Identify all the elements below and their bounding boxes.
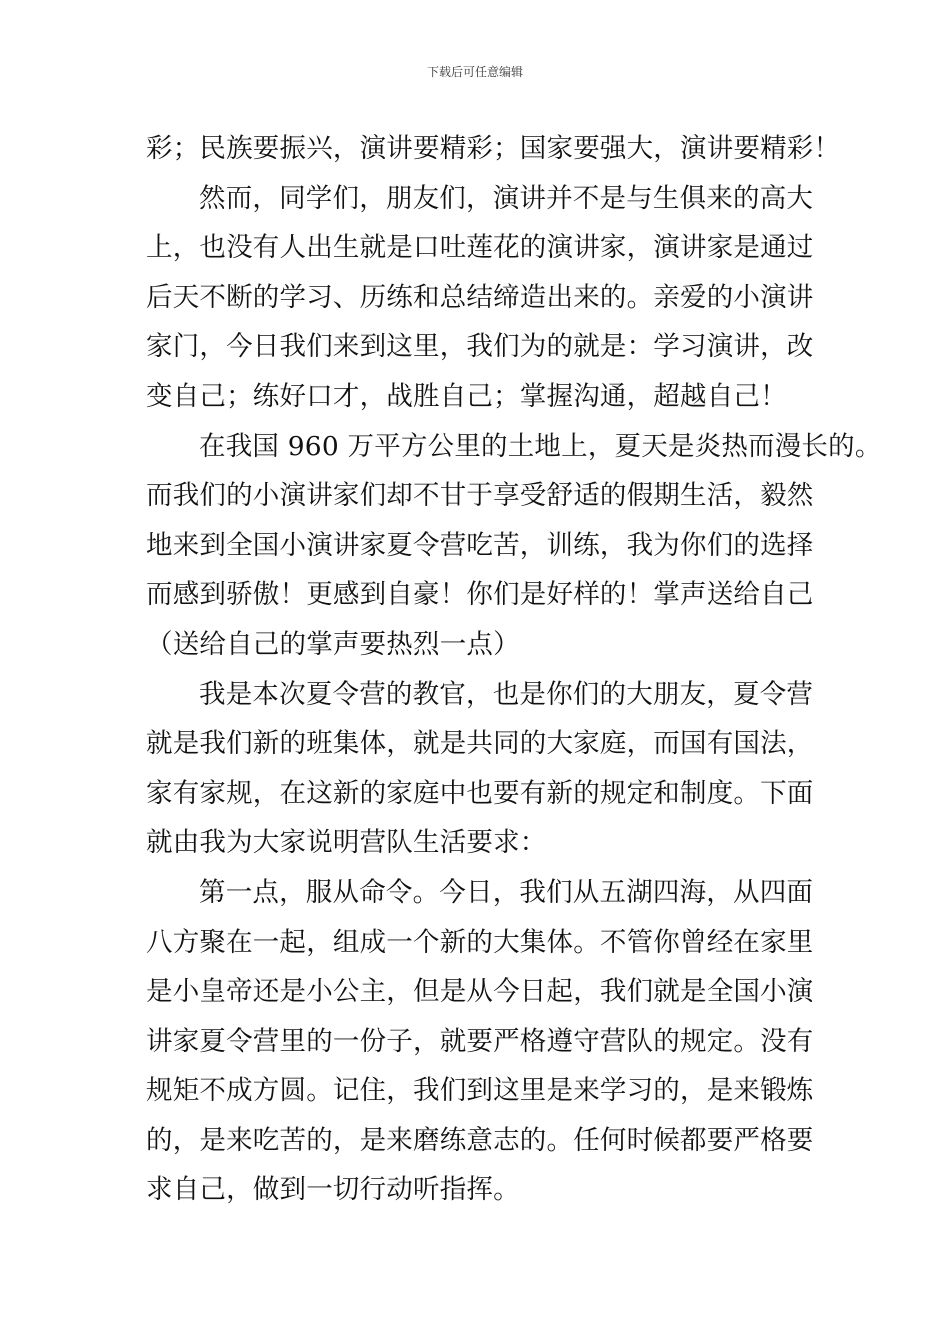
- text-line: 第一点，服从命令。今日，我们从五湖四海，从四面: [199, 876, 814, 908]
- text-line: 上，也没有人出生就是口吐莲花的演讲家，演讲家是通过: [146, 232, 814, 264]
- text-line: 就是我们新的班集体，就是共同的大家庭，而国有国法，: [146, 728, 814, 760]
- text-line: 后天不断的学习、历练和总结缔造出来的。亲爱的小演讲: [146, 281, 814, 313]
- text-line: 我是本次夏令营的教官，也是你们的大朋友，夏令营: [199, 678, 814, 710]
- text-line: 在我国 960 万平方公里的土地上，夏天是炎热而漫长的。: [199, 430, 882, 462]
- text-line: 讲家夏令营里的一份子，就要严格遵守营队的规定。没有: [146, 1025, 814, 1057]
- text-line: （送给自己的掌声要热烈一点）: [146, 628, 520, 660]
- text-line: 变自己；练好口才，战胜自己；掌握沟通，超越自己！: [146, 380, 787, 412]
- text-line: 八方聚在一起，组成一个新的大集体。不管你曾经在家里: [146, 926, 814, 958]
- text-line: 规矩不成方圆。记住，我们到这里是来学习的，是来锻炼: [146, 1075, 814, 1107]
- text-line: 是小皇帝还是小公主，但是从今日起，我们就是全国小演: [146, 976, 814, 1008]
- text-line: 彩；民族要振兴，演讲要精彩；国家要强大，演讲要精彩！: [146, 133, 841, 164]
- text-line: 求自己，做到一切行动听指挥。: [146, 1174, 520, 1206]
- text-line: 而感到骄傲！更感到自豪！你们是好样的！掌声送给自己: [146, 579, 814, 611]
- text-line: 家门，今日我们来到这里，我们为的就是：学习演讲，改: [146, 331, 814, 363]
- text-line: 就由我为大家说明营队生活要求：: [146, 827, 547, 859]
- page-header: 下载后可任意编辑: [426, 65, 523, 79]
- body-text: [146, 124, 882, 1215]
- text-line: 而我们的小演讲家们却不甘于享受舒适的假期生活，毅然: [146, 480, 814, 512]
- text-line: 的，是来吃苦的，是来磨练意志的。任何时候都要严格要: [146, 1124, 814, 1156]
- text-line: 地来到全国小演讲家夏令营吃苦，训练，我为你们的选择: [146, 529, 814, 561]
- text-line: 家有家规，在这新的家庭中也要有新的规定和制度。下面: [146, 777, 814, 809]
- text-line: 然而，同学们，朋友们，演讲并不是与生俱来的高大: [199, 182, 814, 214]
